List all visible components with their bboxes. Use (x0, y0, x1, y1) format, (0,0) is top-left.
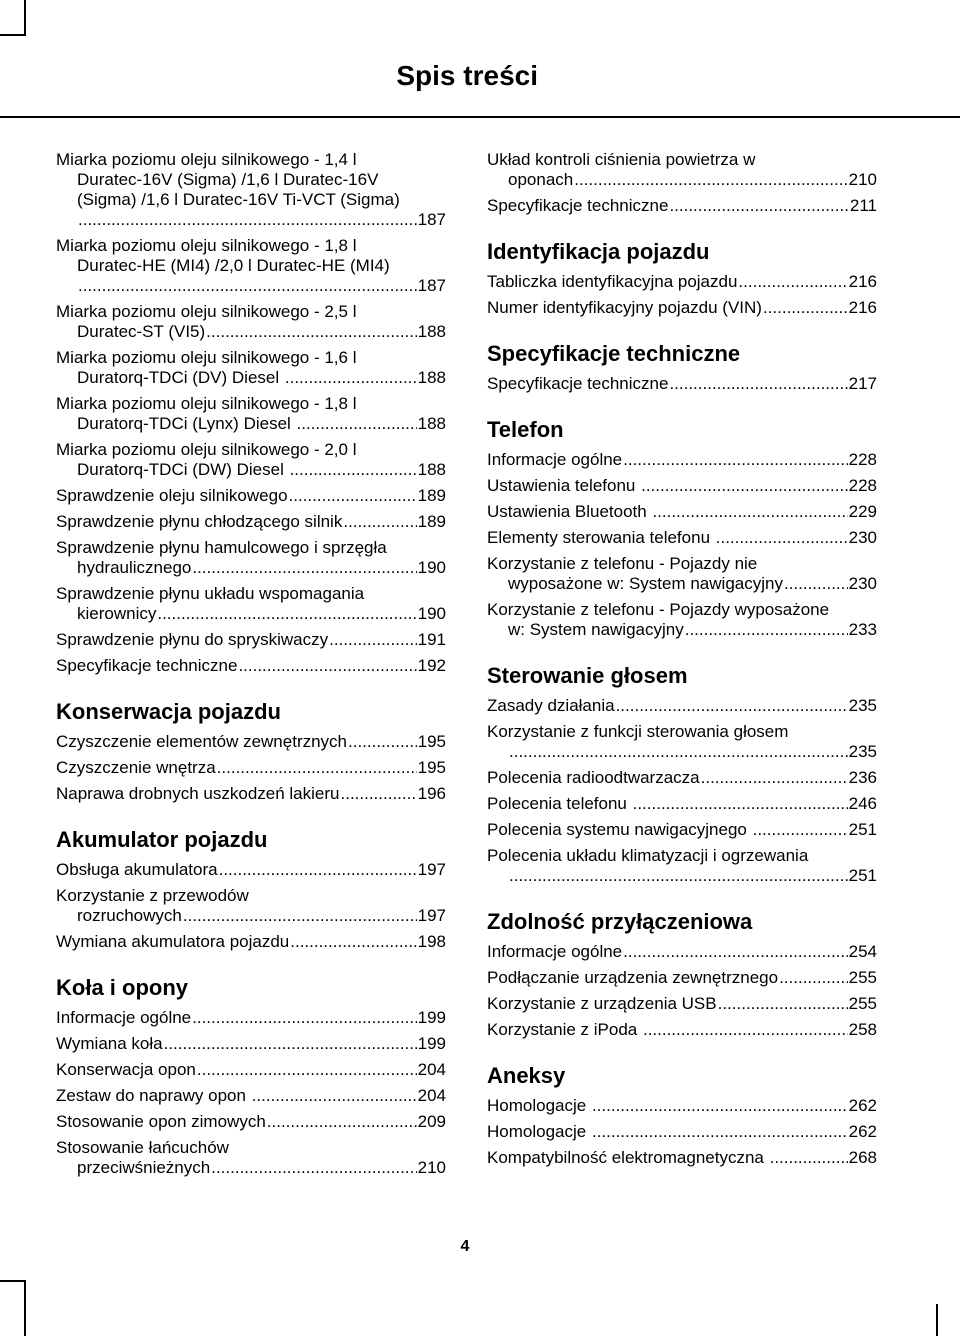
toc-entry-line (56, 784, 446, 804)
toc-entry[interactable] (487, 476, 877, 496)
toc-entry-page: 204 (417, 1086, 446, 1105)
toc-entry-page: 190 (417, 558, 446, 577)
dot-leader (623, 942, 847, 962)
toc-entry-page: 192 (417, 656, 446, 675)
toc-entry-page: 230 (848, 574, 877, 593)
toc-entry[interactable] (487, 768, 877, 788)
toc-entry-line: Stosowanie łańcuchów (56, 1138, 229, 1157)
toc-entry-page: 197 (417, 906, 446, 925)
toc-entry-line (56, 276, 446, 296)
dot-leader (633, 794, 848, 814)
toc-entry-page: 235 (848, 742, 877, 761)
toc-entry-title: Kompatybilność elektromagnetyczna (487, 1148, 769, 1167)
section-heading: Zdolność przyłączeniowa (487, 909, 753, 934)
toc-entry[interactable] (56, 860, 446, 880)
dot-leader (157, 604, 416, 624)
toc-entry-title: Czyszczenie wnętrza (56, 758, 216, 777)
toc-entry-line (56, 656, 446, 676)
toc-entry-line: Układ kontroli ciśnienia powietrza w (487, 150, 756, 169)
toc-entry-page: 236 (848, 768, 877, 787)
toc-entry-line (487, 170, 877, 190)
toc-entry[interactable] (487, 298, 877, 318)
toc-entry-line: Polecenia układu klimatyzacji i ogrzewania (487, 846, 809, 865)
toc-entry-title: Specyfikacje techniczne (487, 196, 669, 215)
toc-entry[interactable] (487, 502, 877, 522)
toc-entry[interactable] (56, 1112, 446, 1132)
toc-entry-title: Korzystanie z iPoda (487, 1020, 642, 1039)
toc-entry-line (487, 942, 877, 962)
dot-leader (718, 994, 848, 1014)
toc-entry-title: oponach (508, 170, 574, 189)
toc-entry[interactable] (487, 1020, 877, 1040)
toc-entry-title: Naprawa drobnych uszkodzeń lakieru (56, 784, 340, 803)
toc-entry[interactable] (56, 512, 446, 532)
toc-entry-title: Homologacje (487, 1122, 591, 1141)
dot-leader (183, 906, 417, 926)
toc-entry-page: 197 (417, 860, 446, 879)
toc-entry[interactable] (56, 1086, 446, 1106)
dot-leader (285, 368, 417, 388)
dot-leader (197, 1060, 417, 1080)
toc-entry-page: 199 (417, 1034, 446, 1053)
toc-entry-title: Elementy sterowania telefonu (487, 528, 715, 547)
toc-entry-page: 189 (417, 486, 446, 505)
toc-entry-page: 187 (417, 276, 446, 295)
dot-leader (267, 1112, 417, 1132)
toc-entry[interactable] (487, 374, 877, 394)
dot-leader (574, 170, 847, 190)
toc-entry-title: Sprawdzenie oleju silnikowego (56, 486, 288, 505)
toc-entry-line (56, 558, 446, 578)
toc-entry-line (56, 1112, 446, 1132)
toc-entry-line (56, 604, 446, 624)
toc-entry-page: 211 (849, 196, 877, 215)
toc-entry-title: Duratorq-TDCi (DW) Diesel (77, 460, 289, 479)
dot-leader (753, 820, 848, 840)
toc-entry-page: 187 (417, 210, 446, 229)
toc-entry-page: 188 (417, 414, 446, 433)
toc-left-column (56, 150, 446, 1184)
toc-entry-title: Zasady działania (487, 696, 615, 715)
dot-leader (289, 486, 417, 506)
toc-entry-title: kierownicy (77, 604, 157, 623)
toc-entry-page: 198 (417, 932, 446, 951)
toc-entry-title: Informacje ogólne (487, 450, 623, 469)
toc-entry[interactable] (487, 196, 877, 216)
toc-entry-page: 204 (417, 1060, 446, 1079)
dot-leader (784, 574, 848, 594)
toc-entry-title: Ustawienia Bluetooth (487, 502, 652, 521)
toc-entry-page: 190 (417, 604, 446, 623)
toc-entry-title: Duratorq-TDCi (Lynx) Diesel (77, 414, 296, 433)
toc-entry-title: Sprawdzenie płynu chłodzącego silnik (56, 512, 343, 531)
toc-entry-line (487, 696, 877, 716)
toc-entry-line: Sprawdzenie płynu hamulcowego i sprzęgła (56, 538, 387, 557)
toc-entry[interactable] (56, 732, 446, 752)
header-divider (0, 116, 960, 118)
toc-entry-page: 228 (848, 476, 877, 495)
toc-entry-page: 188 (417, 322, 446, 341)
toc-entry-line: Miarka poziomu oleju silnikowego - 1,8 l (56, 394, 357, 413)
toc-entry-line (56, 1034, 446, 1054)
dot-leader (238, 656, 416, 676)
dot-leader (192, 558, 416, 578)
toc-section (56, 150, 446, 676)
dot-leader (623, 450, 847, 470)
section-heading: Identyfikacja pojazdu (487, 239, 710, 264)
section-heading: Sterowanie głosem (487, 663, 688, 688)
section-heading: Koła i opony (56, 975, 188, 1000)
dot-leader (206, 322, 416, 342)
toc-entry[interactable] (56, 440, 446, 480)
toc-entry-title: Stosowanie opon zimowych (56, 1112, 266, 1131)
toc-entry-page: 262 (848, 1122, 877, 1141)
toc-entry-line (56, 732, 446, 752)
toc-entry[interactable] (487, 450, 877, 470)
toc-entry-page: 255 (848, 968, 877, 987)
toc-section (487, 662, 877, 886)
dot-leader (211, 1158, 416, 1178)
toc-entry-line: Korzystanie z telefonu - Pojazdy wyposażone (487, 600, 830, 619)
toc-entry-line (487, 866, 877, 886)
crop-mark (24, 0, 26, 36)
dot-leader (164, 1034, 417, 1054)
toc-entry-title: Numer identyfikacyjny pojazdu (VIN) (487, 298, 762, 317)
toc-entry-page: 262 (848, 1096, 877, 1115)
toc-entry[interactable] (487, 722, 877, 762)
toc-entry-title: Czyszczenie elementów zewnętrznych (56, 732, 348, 751)
toc-entry[interactable] (487, 968, 877, 988)
toc-entry[interactable] (487, 794, 877, 814)
toc-entry-line (56, 932, 446, 952)
dot-leader (685, 620, 848, 640)
toc-entry-line (487, 794, 877, 814)
toc-entry-page: 216 (848, 298, 877, 317)
dot-leader (192, 1008, 416, 1028)
toc-section (487, 1062, 877, 1168)
toc-entry[interactable] (487, 1122, 877, 1142)
toc-entry[interactable] (487, 1148, 877, 1168)
dot-leader (592, 1096, 848, 1116)
dot-leader (348, 732, 417, 752)
toc-entry-title: Sprawdzenie płynu do spryskiwaczy (56, 630, 329, 649)
toc-entry-line: Sprawdzenie płynu układu wspomagania (56, 584, 365, 603)
dot-leader (290, 932, 416, 952)
page-title: Spis treści (396, 60, 538, 91)
toc-entry-line (56, 414, 446, 434)
toc-entry-page: 195 (417, 732, 446, 751)
toc-entry-page: 191 (417, 630, 446, 649)
toc-entry-title: Polecenia telefonu (487, 794, 632, 813)
toc-entry-line (56, 758, 446, 778)
toc-entry[interactable] (56, 1034, 446, 1054)
toc-entry-title: Polecenia systemu nawigacyjnego (487, 820, 752, 839)
dot-leader (78, 210, 417, 230)
toc-entry-title: Korzystanie z urządzenia USB (487, 994, 717, 1013)
toc-entry[interactable] (56, 150, 446, 230)
dot-leader (779, 968, 848, 988)
dot-leader (217, 758, 417, 778)
toc-entry-line (56, 210, 446, 230)
toc-entry[interactable] (487, 846, 877, 886)
toc-entry-title: wyposażone w: System nawigacyjny (508, 574, 783, 593)
toc-entry-line (487, 450, 877, 470)
toc-entry[interactable] (56, 348, 446, 388)
toc-entry-page: 230 (848, 528, 877, 547)
toc-entry[interactable] (56, 886, 446, 926)
toc-entry[interactable] (56, 758, 446, 778)
toc-entry[interactable] (487, 820, 877, 840)
toc-entry-line (56, 486, 446, 506)
toc-entry-title: Konserwacja opon (56, 1060, 196, 1079)
toc-entry[interactable] (487, 554, 877, 594)
toc-right-column (487, 150, 877, 1174)
dot-leader (643, 1020, 848, 1040)
toc-entry-title: Polecenia radioodtwarzacza (487, 768, 700, 787)
dot-leader (509, 742, 848, 762)
toc-entry-title: Specyfikacje techniczne (56, 656, 238, 675)
toc-entry[interactable] (56, 538, 446, 578)
toc-entry-page: 189 (417, 512, 446, 531)
dot-leader (669, 374, 847, 394)
page-number: 4 (460, 1238, 470, 1255)
toc-entry-page: 228 (848, 450, 877, 469)
toc-entry[interactable] (487, 1096, 877, 1116)
toc-entry-title: Duratorq-TDCi (DV) Diesel (77, 368, 284, 387)
toc-entry-line: Korzystanie z telefonu - Pojazdy nie (487, 554, 758, 573)
section-heading: Telefon (487, 417, 564, 442)
toc-entry-line (56, 906, 446, 926)
toc-entry-title: Specyfikacje techniczne (487, 374, 669, 393)
toc-entry-title: Informacje ogólne (487, 942, 623, 961)
toc-entry-line (56, 460, 446, 480)
toc-entry[interactable] (56, 932, 446, 952)
toc-entry[interactable] (487, 600, 877, 640)
toc-entry-line: Korzystanie z funkcji sterowania głosem (487, 722, 789, 741)
dot-leader (78, 276, 417, 296)
toc-entry-line: Miarka poziomu oleju silnikowego - 1,4 l (56, 150, 357, 169)
toc-entry[interactable] (487, 696, 877, 716)
toc-entry[interactable] (487, 150, 877, 190)
toc-section (56, 698, 446, 804)
toc-entry-page: 195 (417, 758, 446, 777)
toc-entry-title: hydraulicznego (77, 558, 192, 577)
toc-entry-title: w: System nawigacyjny (508, 620, 684, 639)
toc-entry[interactable] (56, 302, 446, 342)
toc-section (56, 826, 446, 952)
toc-entry[interactable] (487, 994, 877, 1014)
dot-leader (716, 528, 848, 548)
dot-leader (219, 860, 417, 880)
toc-entry-title: Informacje ogólne (56, 1008, 192, 1027)
toc-entry-line (487, 994, 877, 1014)
toc-entry-line: Miarka poziomu oleju silnikowego - 2,5 l (56, 302, 357, 321)
dot-leader (770, 1148, 848, 1168)
toc-entry-line: Duratec-16V (Sigma) /1,6 l Duratec-16V (77, 170, 379, 189)
toc-entry-line (56, 1158, 446, 1178)
toc-entry[interactable] (487, 528, 877, 548)
toc-entry-line (487, 620, 877, 640)
section-heading: Konserwacja pojazdu (56, 699, 281, 724)
dot-leader (290, 460, 417, 480)
toc-entry-line (487, 574, 877, 594)
toc-entry-title: Podłączanie urządzenia zewnętrznego (487, 968, 779, 987)
toc-entry[interactable] (56, 394, 446, 434)
toc-entry[interactable] (487, 272, 877, 292)
toc-entry-line (487, 1096, 877, 1116)
toc-section (56, 974, 446, 1178)
dot-leader (509, 866, 848, 886)
toc-entry-page: 210 (417, 1158, 446, 1177)
dot-leader (701, 768, 848, 788)
toc-entry-page: 233 (848, 620, 877, 639)
toc-entry-page: 255 (848, 994, 877, 1013)
toc-entry-page: 246 (848, 794, 877, 813)
toc-entry-line (56, 512, 446, 532)
dot-leader (763, 298, 848, 318)
toc-entry-line (487, 528, 877, 548)
toc-entry-title: Tabliczka identyfikacyjna pojazdu (487, 272, 738, 291)
toc-entry-line (56, 368, 446, 388)
toc-entry[interactable] (56, 784, 446, 804)
toc-entry-line (487, 1148, 877, 1168)
dot-leader (652, 502, 847, 522)
toc-entry-title: Zestaw do naprawy opon (56, 1086, 251, 1105)
toc-entry-line (487, 820, 877, 840)
toc-entry-page: 188 (417, 460, 446, 479)
toc-entry-line (487, 1122, 877, 1142)
toc-entry-page: 210 (848, 170, 877, 189)
toc-entry-line (56, 860, 446, 880)
toc-entry[interactable] (56, 584, 446, 624)
crop-mark (0, 34, 26, 36)
dot-leader (343, 512, 416, 532)
toc-entry-line (56, 1008, 446, 1028)
toc-entry-line (56, 1060, 446, 1080)
section-heading: Specyfikacje techniczne (487, 341, 741, 366)
toc-entry-title: przeciwśnieżnych (77, 1158, 211, 1177)
toc-entry-line (487, 968, 877, 988)
dot-leader (297, 414, 417, 434)
dot-leader (329, 630, 417, 650)
toc-section (487, 238, 877, 318)
toc-entry-line: (Sigma) /1,6 l Duratec-16V Ti-VCT (Sigma) (77, 190, 400, 209)
toc-entry-title: Obsługa akumulatora (56, 860, 218, 879)
toc-section (487, 908, 877, 1040)
toc-entry-page: 258 (848, 1020, 877, 1039)
toc-entry-line (56, 1086, 446, 1106)
toc-entry-page: 199 (417, 1008, 446, 1027)
toc-entry-page: 217 (848, 374, 877, 393)
toc-entry-line (487, 1020, 877, 1040)
toc-entry-line: Miarka poziomu oleju silnikowego - 1,8 l (56, 236, 357, 255)
toc-entry[interactable] (56, 1060, 446, 1080)
toc-entry-title: rozruchowych (77, 906, 182, 925)
crop-mark (24, 1280, 26, 1336)
toc-entry-line (56, 630, 446, 650)
dot-leader (252, 1086, 417, 1106)
toc-entry-page: 254 (848, 942, 877, 961)
toc-entry-page: 209 (417, 1112, 446, 1131)
toc-entry-line (487, 476, 877, 496)
toc-section (487, 340, 877, 394)
toc-section (487, 150, 877, 216)
toc-entry-line (56, 322, 446, 342)
toc-entry-title: Duratec-ST (VI5) (77, 322, 206, 341)
dot-leader (669, 196, 848, 216)
toc-entry-title: Wymiana koła (56, 1034, 163, 1053)
toc-entry-line (487, 742, 877, 762)
toc-entry-page: 268 (848, 1148, 877, 1167)
toc-entry-line (487, 374, 877, 394)
dot-leader (592, 1122, 848, 1142)
toc-entry[interactable] (56, 656, 446, 676)
toc-entry-page: 229 (848, 502, 877, 521)
toc-entry-page: 188 (417, 368, 446, 387)
toc-entry-page: 235 (848, 696, 877, 715)
toc-entry[interactable] (56, 1008, 446, 1028)
toc-entry-title: Homologacje (487, 1096, 591, 1115)
toc-entry[interactable] (487, 942, 877, 962)
toc-entry[interactable] (56, 630, 446, 650)
toc-entry-line (487, 272, 877, 292)
section-heading: Aneksy (487, 1063, 566, 1088)
toc-entry-line: Miarka poziomu oleju silnikowego - 1,6 l (56, 348, 357, 367)
section-heading: Akumulator pojazdu (56, 827, 268, 852)
crop-mark (0, 1280, 26, 1282)
toc-entry-line: Miarka poziomu oleju silnikowego - 2,0 l (56, 440, 357, 459)
toc-entry-page: 251 (848, 866, 877, 885)
toc-entry-line: Korzystanie z przewodów (56, 886, 249, 905)
toc-entry-line (487, 298, 877, 318)
toc-entry[interactable] (56, 1138, 446, 1178)
toc-entry-page: 251 (848, 820, 877, 839)
toc-entry-title: Wymiana akumulatora pojazdu (56, 932, 290, 951)
toc-section (487, 416, 877, 640)
toc-entry-line (487, 502, 877, 522)
dot-leader (616, 696, 848, 716)
toc-entry-line (487, 196, 877, 216)
dot-leader (738, 272, 847, 292)
toc-entry-line (487, 768, 877, 788)
toc-entry-page: 196 (417, 784, 446, 803)
dot-leader (341, 784, 417, 804)
dot-leader (641, 476, 848, 496)
toc-entry-page: 216 (848, 272, 877, 291)
toc-entry[interactable] (56, 486, 446, 506)
toc-entry[interactable] (56, 236, 446, 296)
toc-entry-line: Duratec-HE (MI4) /2,0 l Duratec-HE (MI4) (77, 256, 390, 275)
toc-entry-title: Ustawienia telefonu (487, 476, 641, 495)
crop-mark (936, 1304, 938, 1336)
